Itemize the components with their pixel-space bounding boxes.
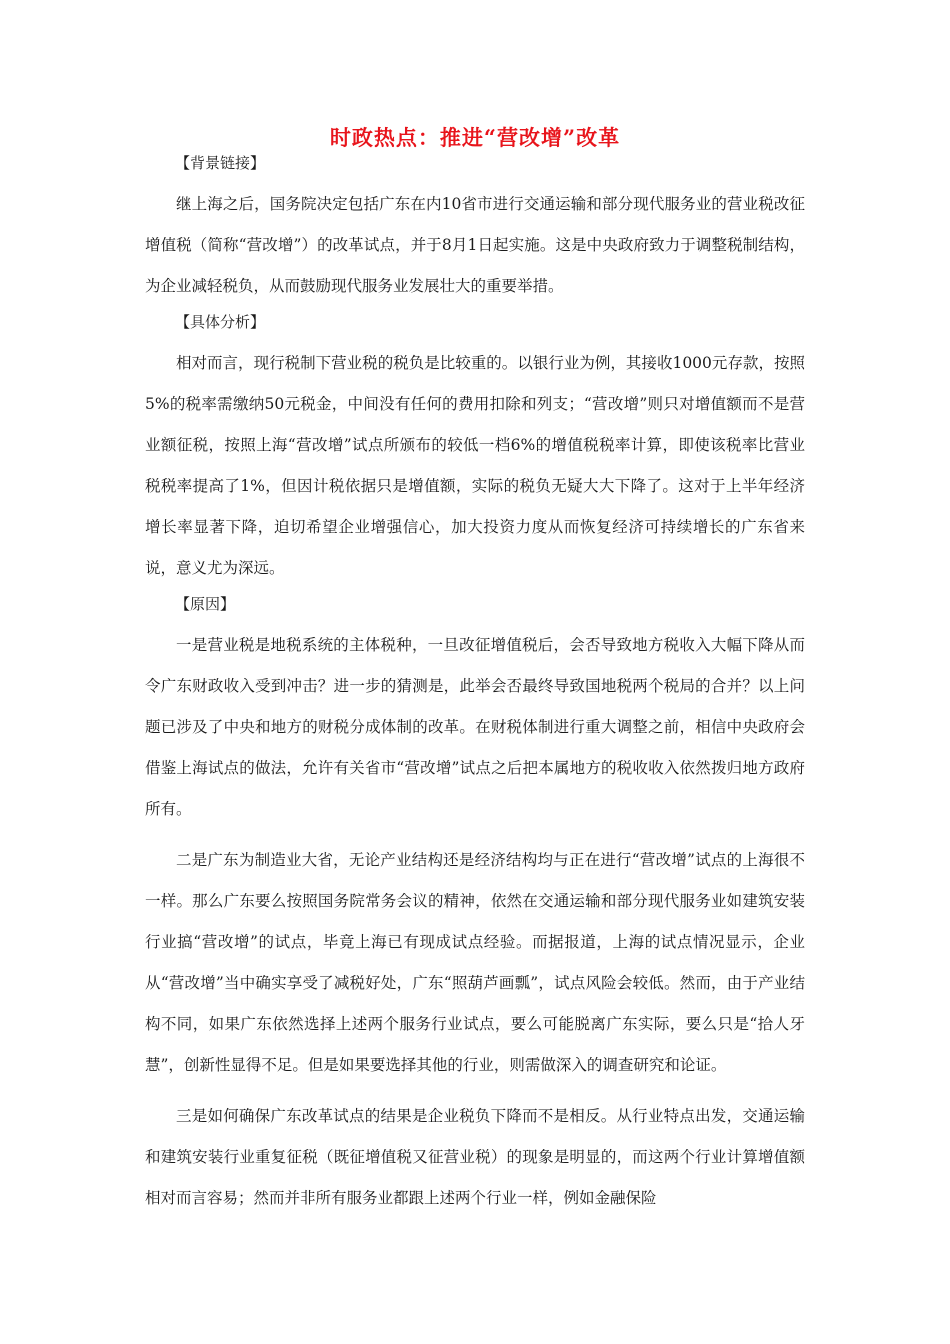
paragraph-reason-1: 一是营业税是地税系统的主体税种，一旦改征增值税后，会否导致地方税收入大幅下降从而令广东财政收入受到冲击？进一步的猜测是，此举会否最终导致国地税两个税局的合并？以上问题已涉及了中央和地方的财税分成体制的改革。在财税体制进行重大调整之前，相信中央政府会借鉴上海试点的做法，允许有关省市“营改增”试点之后把本属地方的税收收入依然拨归地方政府所有。 [145, 636, 805, 818]
document-body [145, 148, 805, 1219]
paragraph-analysis: 相对而言，现行税制下营业税的税负是比较重的。以银行业为例，其接收1000元存款，按照5%的税率需缴纳50元税金，中间没有任何的费用扣除和列支；“营改增”则只对增值额而不是营业额征税，按照上海“营改增”试点所颁布的较低一档6%的增值税税率计算，即使该税率比营业税税率提高了1%，但因计税依据只是增值额，实际的税负无疑大大下降了。这对于上半年经济增长率显著下降，迫切希望企业增强信心，加大投资力度从而恢复经济可持续增长的广东省来说，意义尤为深远。 [145, 354, 805, 577]
section-heading-reasons: 【原因】 [175, 595, 236, 613]
paragraph-reason-3: 三是如何确保广东改革试点的结果是企业税负下降而不是相反。从行业特点出发，交通运输和建筑安装行业重复征税（既征增值税又征营业税）的现象是明显的，而这两个行业计算增值额相对而言容易；然而并非所有服务业都跟上述两个行业一样，例如金融保险 [145, 1107, 805, 1207]
section-heading-analysis: 【具体分析】 [175, 313, 266, 331]
paragraph-reason-2: 二是广东为制造业大省，无论产业结构还是经济结构均与正在进行“营改增”试点的上海很不一样。那么广东要么按照国务院常务会议的精神，依然在交通运输和部分现代服务业如建筑安装行业搞“营改增”的试点，毕竟上海已有现成试点经验。而据报道，上海的试点情况显示，企业从“营改增”当中确实享受了减税好处，广东“照葫芦画瓢”，试点风险会较低。然而，由于产业结构不同，如果广东依然选择上述两个服务行业试点，要么可能脱离广东实际，要么只是“拾人牙慧”，创新性显得不足。但是如果要选择其他的行业，则需做深入的调查研究和论证。 [145, 851, 805, 1074]
paragraph-background: 继上海之后，国务院决定包括广东在内10省市进行交通运输和部分现代服务业的营业税改征增值税（简称“营改增”）的改革试点，并于8月1日起实施。这是中央政府致力于调整税制结构，为企业减轻税负，从而鼓励现代服务业发展壮大的重要举措。 [145, 195, 805, 295]
page-title: 时政热点：推进“营改增”改革 [329, 125, 621, 150]
section-heading-background: 【背景链接】 [175, 154, 266, 172]
